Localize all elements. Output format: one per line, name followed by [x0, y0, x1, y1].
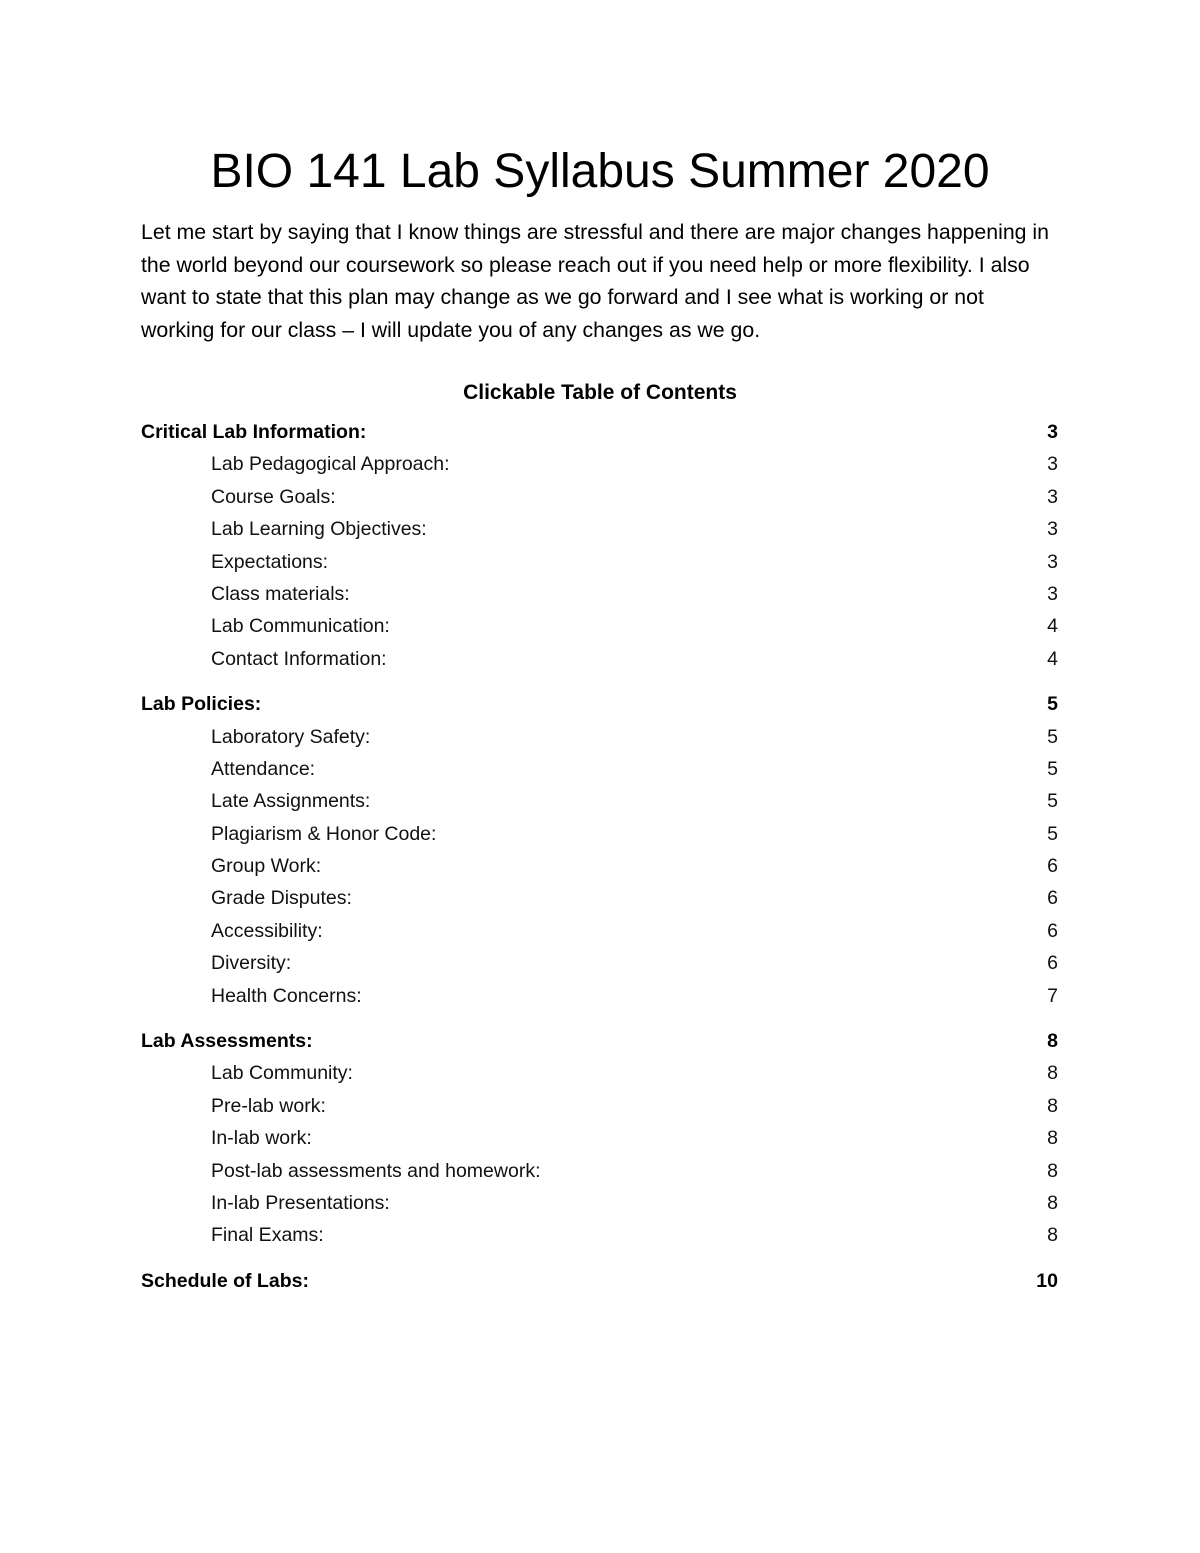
toc-entry-link[interactable] [141, 947, 1060, 979]
toc-entry-label: Lab Communication: [211, 615, 390, 638]
toc-entry-page-number: 3 [1047, 550, 1058, 573]
toc-entry-link[interactable] [141, 610, 1060, 642]
toc-entry-label: Plagiarism & Honor Code: [211, 822, 437, 845]
toc-entry-label: Health Concerns: [211, 984, 362, 1007]
toc-entry-label: Lab Pedagogical Approach: [211, 453, 450, 476]
toc-entry-link[interactable] [141, 513, 1060, 545]
toc-entry-link[interactable] [141, 818, 1060, 850]
toc-entry-page-number: 3 [1047, 518, 1058, 541]
toc-entry-link[interactable] [141, 721, 1060, 753]
table-of-contents [141, 416, 1060, 1310]
toc-entry-link[interactable] [141, 1187, 1060, 1219]
toc-section-label: Schedule of Labs: [141, 1269, 309, 1292]
toc-section-link[interactable] [141, 416, 1060, 448]
toc-section [141, 1025, 1060, 1252]
toc-entry-label: Course Goals: [211, 485, 336, 508]
toc-section-label: Lab Assessments: [141, 1030, 313, 1053]
toc-entry-page-number: 8 [1047, 1224, 1058, 1247]
toc-entry-label: Contact Information: [211, 647, 387, 670]
toc-entry-link[interactable] [141, 1155, 1060, 1187]
toc-entry-label: Lab Community: [211, 1062, 353, 1085]
toc-entry-page-number: 4 [1047, 647, 1058, 670]
toc-entry-label: Diversity: [211, 952, 292, 975]
toc-entry-page-number: 7 [1047, 984, 1058, 1007]
toc-entry-label: Post-lab assessments and homework: [211, 1159, 541, 1182]
toc-section [141, 416, 1060, 675]
toc-entry-page-number: 6 [1047, 887, 1058, 910]
toc-entry-link[interactable] [141, 643, 1060, 675]
toc-entry-page-number: 5 [1047, 757, 1058, 780]
toc-section-link[interactable] [141, 1265, 1060, 1297]
toc-entry-page-number: 3 [1047, 485, 1058, 508]
toc-entry-label: Lab Learning Objectives: [211, 518, 427, 541]
toc-entry-link[interactable] [141, 448, 1060, 480]
toc-section-label: Critical Lab Information: [141, 421, 367, 443]
toc-section-link[interactable] [141, 1025, 1060, 1057]
toc-section-label: Lab Policies: [141, 693, 262, 716]
toc-entry-link[interactable] [141, 1090, 1060, 1122]
toc-entry-link[interactable] [141, 753, 1060, 785]
toc-entry-page-number: 8 [1047, 1094, 1058, 1117]
toc-entry-label: Final Exams: [211, 1224, 324, 1247]
toc-entry-label: Laboratory Safety: [211, 725, 371, 748]
toc-entry-label: Expectations: [211, 550, 329, 573]
toc-entry-label: Accessibility: [211, 919, 323, 942]
toc-section [141, 688, 1060, 1012]
toc-entry-label: In-lab Presentations: [211, 1191, 390, 1214]
toc-entry-label: Pre-lab work: [211, 1094, 326, 1117]
toc-entry-link[interactable] [141, 546, 1060, 578]
toc-entry-page-number: 4 [1047, 615, 1058, 638]
toc-entry-page-number: 8 [1047, 1062, 1058, 1085]
toc-entry-page-number: 6 [1047, 919, 1058, 942]
toc-entry-label: Grade Disputes: [211, 887, 352, 910]
toc-entry-link[interactable] [141, 882, 1060, 914]
toc-entry-label: Late Assignments: [211, 790, 371, 813]
toc-section-page-number: 10 [1036, 1269, 1058, 1292]
toc-entry-page-number: 6 [1047, 952, 1058, 975]
toc-entry-page-number: 8 [1047, 1127, 1058, 1150]
toc-entry-page-number: 5 [1047, 822, 1058, 845]
toc-section-page-number: 3 [1047, 421, 1058, 443]
toc-section-link[interactable] [141, 688, 1060, 720]
toc-entry-link[interactable] [141, 578, 1060, 610]
toc-entry-page-number: 5 [1047, 725, 1058, 748]
intro-paragraph: Let me start by saying that I know things are stressful and there are major changes happening in the world beyond our coursework so please reach out if you need help or more flexibility. I also want to state that this plan may change as we go forward and I see what is working or not working for our class – I will update you of any changes as we go. [141, 220, 1049, 342]
toc-section [141, 1265, 1060, 1297]
toc-entry-link[interactable] [141, 1057, 1060, 1089]
toc-entry-link[interactable] [141, 980, 1060, 1012]
toc-entry-label: Group Work: [211, 855, 322, 878]
toc-entry-label: Attendance: [211, 757, 316, 780]
toc-entry-page-number: 3 [1047, 582, 1058, 605]
document-title: BIO 141 Lab Syllabus Summer 2020 [210, 145, 990, 198]
toc-entry-link[interactable] [141, 1219, 1060, 1251]
toc-entry-page-number: 8 [1047, 1191, 1058, 1214]
toc-entry-link[interactable] [141, 850, 1060, 882]
toc-entry-label: Class materials: [211, 582, 350, 605]
toc-entry-link[interactable] [141, 481, 1060, 513]
toc-section-page-number: 8 [1047, 1030, 1058, 1053]
toc-section-page-number: 5 [1047, 693, 1058, 716]
toc-entry-page-number: 6 [1047, 855, 1058, 878]
toc-entry-page-number: 8 [1047, 1159, 1058, 1182]
toc-entry-link[interactable] [141, 1122, 1060, 1154]
toc-entry-page-number: 3 [1047, 453, 1058, 476]
toc-entry-link[interactable] [141, 915, 1060, 947]
toc-heading: Clickable Table of Contents [463, 381, 737, 404]
toc-entry-link[interactable] [141, 785, 1060, 817]
toc-entry-page-number: 5 [1047, 790, 1058, 813]
toc-entry-label: In-lab work: [211, 1127, 312, 1150]
